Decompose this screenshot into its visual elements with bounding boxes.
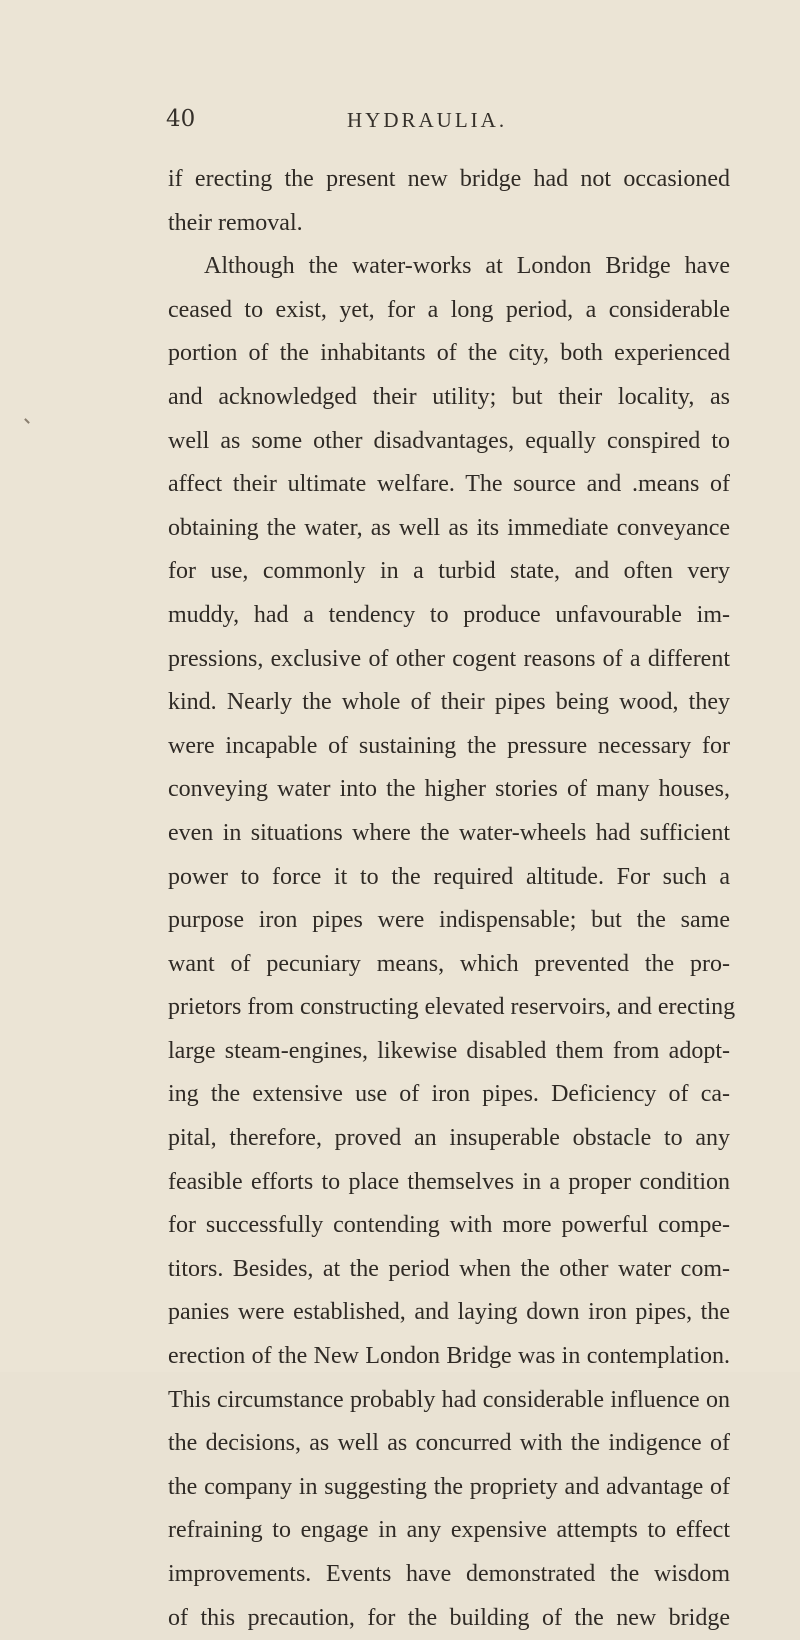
text-line: improvements. Events have demonstrated the wisdom xyxy=(168,1561,730,1587)
text-line: Although the water-works at London Bridge have xyxy=(204,253,730,280)
text-line: conveying water into the higher stories of many houses, xyxy=(168,776,730,803)
text-line: portion of the inhabitants of the city, both experienced xyxy=(168,340,730,367)
text-line: their removal. xyxy=(168,209,303,236)
text-line: for use, commonly in a turbid state, and often very xyxy=(168,558,730,585)
text-line: well as some other disadvantages, equally conspired to xyxy=(168,427,730,454)
text-line: want of pecuniary means, which prevented the pro- xyxy=(168,950,730,977)
text-line: erection of the New London Bridge was in contemplation. xyxy=(168,1343,730,1370)
page-blemish xyxy=(24,418,30,424)
text-line: large steam-engines, likewise disabled them from adopt- xyxy=(168,1037,730,1064)
text-line: power to force it to the required altitude. For such a xyxy=(168,863,730,890)
text-line: for successfully contending with more powerful compe- xyxy=(168,1212,730,1239)
text-line: panies were established, and laying down iron pipes, the xyxy=(168,1299,730,1326)
page-number: 40 xyxy=(166,106,196,132)
page-header xyxy=(0,106,800,146)
text-line: feasible efforts to place themselves in a proper condition xyxy=(168,1168,730,1195)
text-line: muddy, had a tendency to produce unfavourable im- xyxy=(168,601,730,628)
text-line: the decisions, as well as concurred with the indigence of xyxy=(168,1430,730,1457)
text-line: were incapable of sustaining the pressure necessary for xyxy=(168,732,730,759)
text-line: pital, therefore, proved an insuperable obstacle to any xyxy=(168,1125,730,1152)
text-line: ceased to exist, yet, for a long period, a considerable xyxy=(168,296,730,323)
body-text xyxy=(168,158,736,1640)
text-line: prietors from constructing elevated reservoirs, and erecting xyxy=(168,994,736,1021)
text-line: the company in suggesting the propriety and advantage of xyxy=(168,1473,730,1500)
text-line: ing the extensive use of iron pipes. Deficiency of ca- xyxy=(168,1081,730,1108)
text-line: This circumstance probably had considerable influence on xyxy=(168,1386,730,1413)
text-line: even in situations where the water-wheels had sufficient xyxy=(168,819,730,846)
text-line: of this precaution, for the building of the new bridge xyxy=(168,1604,730,1631)
running-title: HYDRAULIA. xyxy=(347,108,508,132)
text-line: titors. Besides, at the period when the other water com- xyxy=(168,1255,730,1282)
text-line: and acknowledged their utility; but their locality, as xyxy=(168,383,730,410)
text-line: pressions, exclusive of other cogent reasons of a different xyxy=(168,645,730,672)
text-line: obtaining the water, as well as its immediate conveyance xyxy=(168,514,730,541)
text-line: kind. Nearly the whole of their pipes being wood, they xyxy=(168,689,730,716)
text-line: refraining to engage in any expensive attempts to effect xyxy=(168,1517,730,1544)
text-line: purpose iron pipes were indispensable; but the same xyxy=(168,907,730,934)
text-line: if erecting the present new bridge had not occasioned xyxy=(168,166,730,192)
text-line: affect their ultimate welfare. The source and .means of xyxy=(168,471,730,498)
